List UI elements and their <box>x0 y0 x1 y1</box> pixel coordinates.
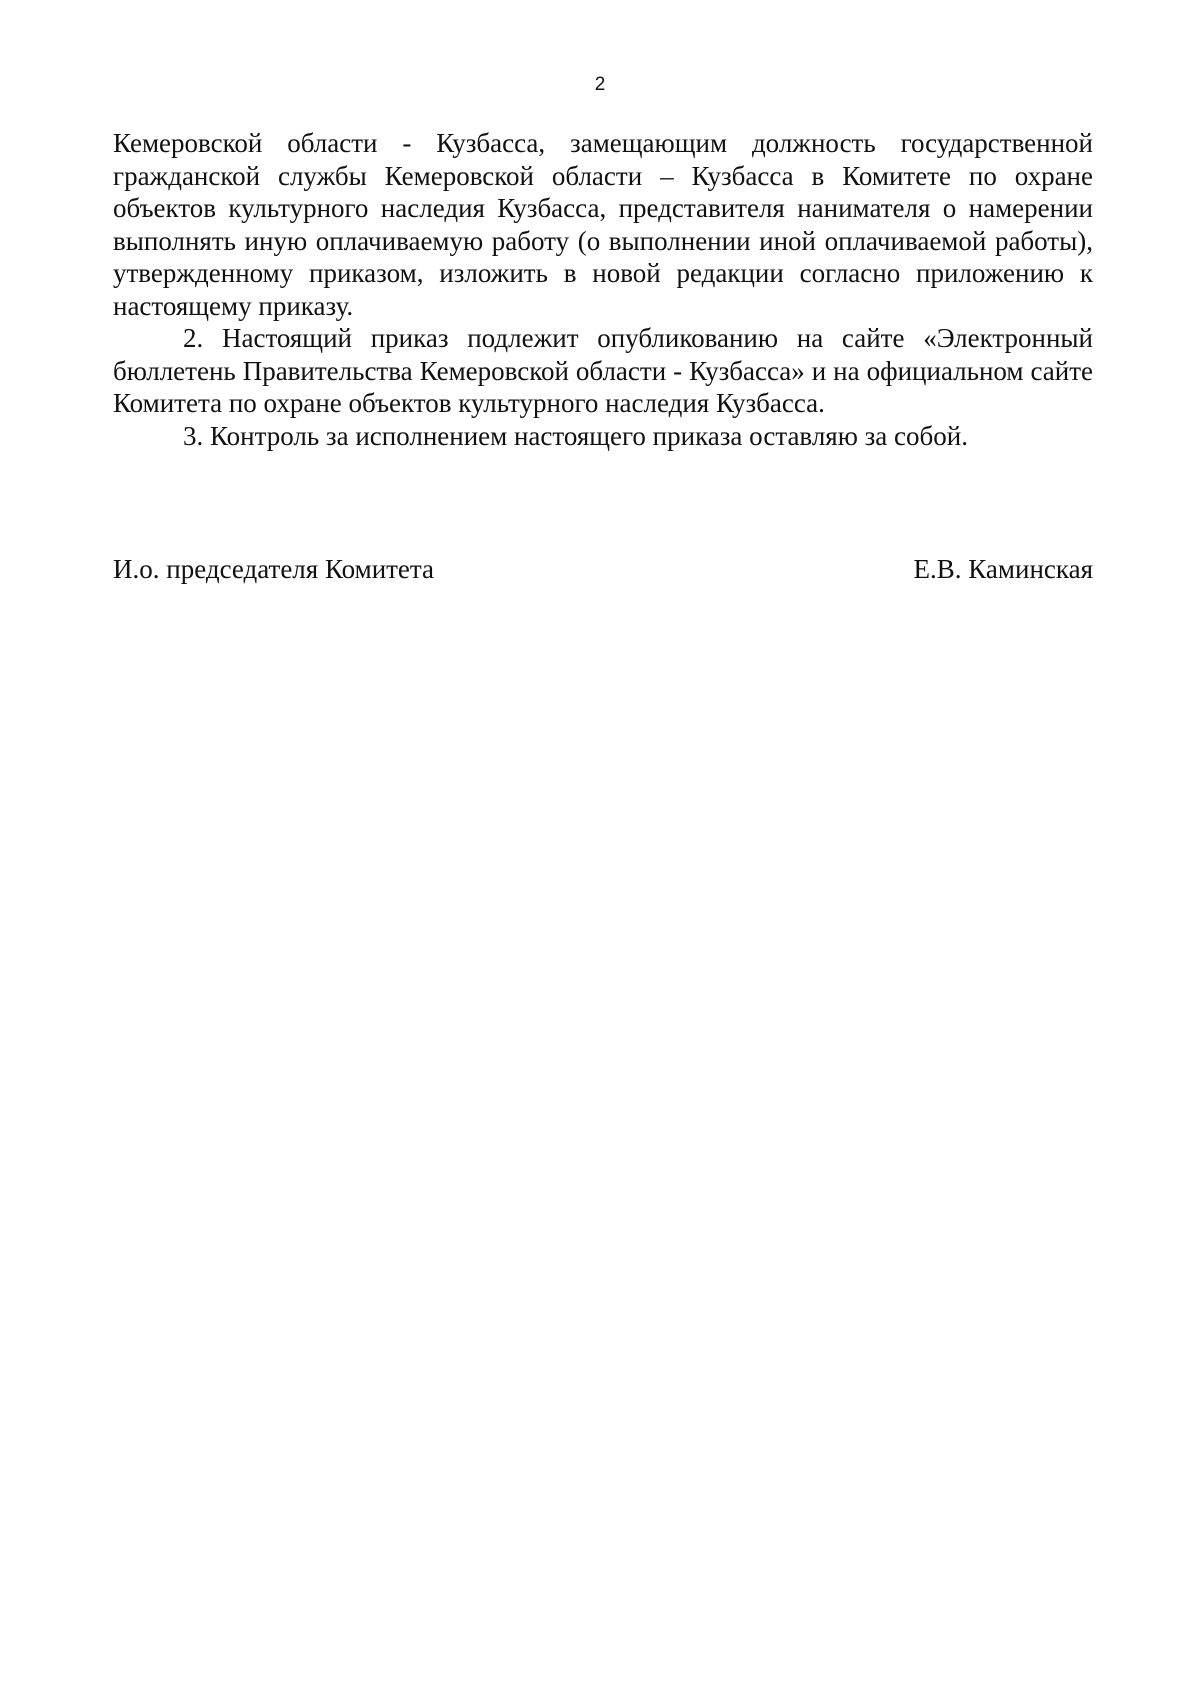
document-body <box>113 127 1093 452</box>
paragraph-control: 3. Контроль за исполнением настоящего приказа оставляю за собой. <box>183 420 968 451</box>
signature-block <box>113 553 1093 585</box>
paragraph-publication: 2. Настоящий приказ подлежит опубликованию на сайте «Электронный бюллетень Правительства Кемеровской области - Кузбасса» и на официальном сайте Комитета по охране объектов культурного наследия Кузбасса. <box>113 323 1093 418</box>
paragraph-continuation: Кемеровской области - Кузбасса, замещающим должность государственной гражданской службы Кемеровской области – Кузбасса в Комитете по охране объектов культурного наследия Кузбасса, представителя нанимателя о намерении выполнять иную оплачиваемую работу (о выполнении иной оплачиваемой работы), утвержденному приказом, изложить в новой редакции согласно приложению к настоящему приказу. <box>113 128 1093 321</box>
signatory-position: И.о. председателя Комитета <box>113 554 435 584</box>
page-number: 2 <box>594 74 606 95</box>
signatory-name: Е.В. Каминская <box>913 554 1093 584</box>
